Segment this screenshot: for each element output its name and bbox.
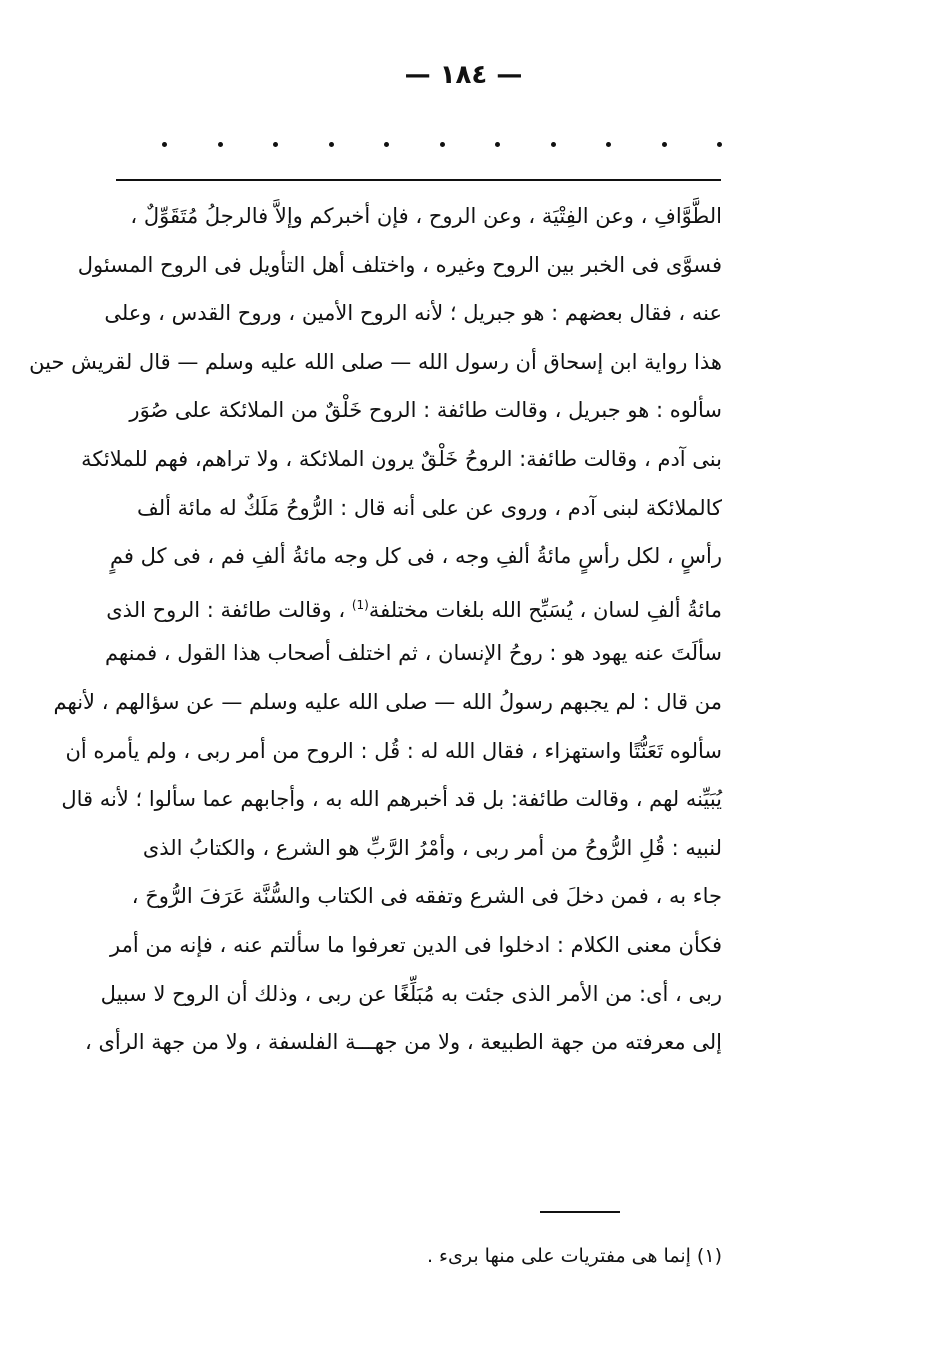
text-line: بنى آدم ، وقالت طائفة: الروحُ خَلْقٌ يرون الملائكة ، ولا تراهم، فهم للملائكة — [81, 446, 722, 471]
text-line: عنه ، فقال بعضهم : هو جبريل ؛ لأنه الروح الأمين ، وروح القدس ، وعلى — [104, 301, 722, 326]
text-line: رأسٍ ، لكل رأسٍ مائةُ ألفِ وجه ، فى كل وجه مائةُ ألفِ فم ، فى كل فمٍ — [109, 544, 722, 569]
dot — [495, 142, 500, 147]
dot — [551, 142, 556, 147]
dot — [384, 142, 389, 147]
dot — [218, 142, 223, 147]
text-line: سألوه : هو جبريل ، وقالت طائفة : الروح خَلْقٌ من الملائكة على صُوَر — [129, 398, 722, 423]
text-line: سألَتَ عنه يهود هو : روحُ الإنسان ، ثم اختلف أصحاب هذا القول ، فمنهم — [104, 641, 722, 666]
dot — [162, 142, 167, 147]
dot — [662, 142, 667, 147]
footnote-reference: (1) — [351, 597, 369, 612]
text-line: كالملائكة لبنى آدم ، وروى عن على أنه قال : الرُّوحُ مَلَكٌ له مائة ألف — [136, 495, 722, 520]
text-line: جاء به ، فمن دخلَ فى الشرع وتفقه فى الكتاب والسُّنَّة عَرَفَ الرُّوحَ ، — [131, 884, 722, 909]
dot — [329, 142, 334, 147]
text-line: من قال : لم يجبهم رسولُ الله — صلى الله عليه وسلم — عن سؤالهم ، لأنهم — [53, 689, 722, 714]
text-line: فكأن معنى الكلام : ادخلوا فى الدين تعرفوا ما سألتم عنه ، فإنه من أمر — [110, 932, 722, 957]
dot — [273, 142, 278, 147]
dot — [606, 142, 611, 147]
header-rule — [116, 179, 721, 181]
ornamental-dots — [162, 142, 722, 147]
text-line: هذا رواية ابن إسحاق أن رسول الله — صلى الله عليه وسلم — قال لقريش حين — [29, 349, 722, 374]
body-text — [29, 192, 722, 1067]
dot — [717, 142, 722, 147]
text-line-with-footnote-ref — [104, 581, 722, 630]
page-number: — ١٨٤ — — [404, 60, 523, 90]
footnote: (١) إنما هى مفتريات على منها برىء . — [426, 1245, 722, 1267]
dot — [440, 142, 445, 147]
text-line: إلى معرفته من جهة الطبيعة ، ولا من جهـــة الفلسفة ، ولا من جهة الرأى ، — [85, 1030, 722, 1055]
text-segment: ، وقالت طائفة : الروح الذى — [106, 597, 352, 622]
footnote-rule — [540, 1211, 620, 1213]
text-line: الطَّوَّافِ ، وعن الفِتْيَة ، وعن الروح ، فإن أخبركم وإلاَّ فالرجلُ مُتَقَوِّلٌ ، — [130, 204, 722, 228]
text-segment: مائةُ ألفِ لسان ، يُسَبِّح الله بلغات مختلفة — [368, 597, 722, 622]
text-line: سألوه تَعَنُّتًا واستهزاء ، فقال الله له : قُل : الروح من أمر ربى ، ولم يأمره أن — [65, 738, 722, 763]
text-line: يُبَيِّنه لهم ، وقالت طائفة: بل قد أخبرهم الله به ، وأجابهم عما سألوا ؛ لأنه قال — [61, 787, 722, 812]
text-line: ربى ، أى: من الأمر الذى جئت به مُبَلِّغًا عن ربى ، وذلك أن الروح لا سبيل — [100, 981, 722, 1006]
text-line: فسوَّى فى الخبر بين الروح وغيره ، واختلف أهل التأويل فى الروح المسئول — [77, 252, 722, 277]
text-line: لنبيه : قُلِ الرُّوحُ من أمر ربى ، وأمْرُ الرَّبِّ هو الشرع ، والكتابُ الذى — [142, 835, 722, 860]
